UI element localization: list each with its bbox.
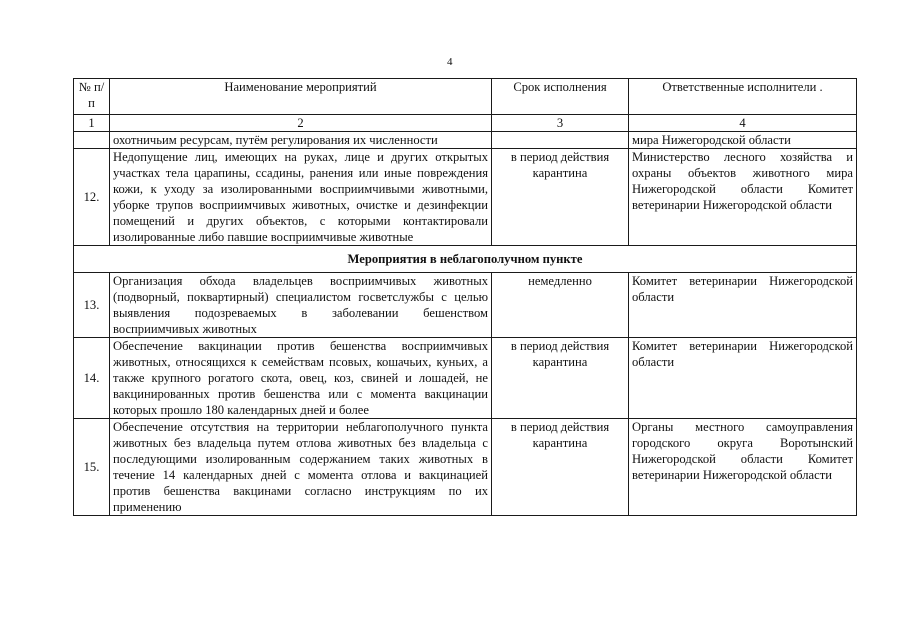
row-responsible: Комитет ветеринарии Нижегородской области	[629, 273, 857, 338]
row-number: 14.	[74, 338, 110, 419]
row-activity: Обеспечение вакцинации против бешенства восприимчивых животных, относящихся к семействам псовых, кошачьих, куньих, а также крупного рогатого скота, овец, коз, свиней и лошадей, не вакцинированных против бешенства или с момента вакцинации которых прошло 180 календарных дней и более	[110, 338, 492, 419]
row-number: 13.	[74, 273, 110, 338]
table-header-row	[74, 79, 857, 115]
header-number: № п/п	[74, 79, 110, 115]
column-number: 4	[629, 115, 857, 132]
section-title: Мероприятия в неблагополучном пункте	[74, 246, 857, 273]
column-number: 1	[74, 115, 110, 132]
table-row	[74, 273, 857, 338]
header-responsible: Ответственные исполнители .	[629, 79, 857, 115]
column-numbers-row	[74, 115, 857, 132]
row-responsible: Комитет ветеринарии Нижегородской области	[629, 338, 857, 419]
column-number: 3	[492, 115, 629, 132]
measures-table	[73, 78, 857, 516]
row-responsible: мира Нижегородской области	[629, 132, 857, 149]
header-activity: Наименование мероприятий	[110, 79, 492, 115]
row-responsible: Министерство лесного хозяйства и охраны объектов животного мира Нижегородской области Комитет ветеринарии Нижегородской области	[629, 149, 857, 246]
row-number	[74, 132, 110, 149]
column-number: 2	[110, 115, 492, 132]
header-deadline: Срок исполнения	[492, 79, 629, 115]
row-deadline: немедленно	[492, 273, 629, 338]
table-row	[74, 132, 857, 149]
row-number: 15.	[74, 419, 110, 516]
row-activity: Организация обхода владельцев восприимчивых животных (подворный, поквартирный) специалистом госветслужбы с целью выявления подозреваемых в заболевании бешенством восприимчивых животных	[110, 273, 492, 338]
row-deadline	[492, 132, 629, 149]
row-activity: охотничьим ресурсам, путём регулирования их численности	[110, 132, 492, 149]
row-deadline: в период действия карантина	[492, 149, 629, 246]
row-deadline: в период действия карантина	[492, 338, 629, 419]
row-activity: Обеспечение отсутствия на территории неблагополучного пункта животных без владельца путем отлова животных без владельца с последующими изолированным содержанием таких животных в течение 14 календарных дней с момента отлова и вакцинацией против бешенства вакцинами согласно инструкциям по их применению	[110, 419, 492, 516]
row-activity: Недопущение лиц, имеющих на руках, лице и других открытых участках тела царапины, ссадины, ранения или иные повреждения кожи, к уходу за изолированными восприимчивыми животными, уборке трупов восприимчивых животных, очистке и дезинфекции помещений и других объектов, с которыми контактировали изолированные либо павшие восприимчивые животные	[110, 149, 492, 246]
table-row	[74, 149, 857, 246]
page-number: 4	[447, 56, 453, 68]
row-responsible: Органы местного самоуправления городского округа Воротынский Нижегородской области Комитет ветеринарии Нижегородской области	[629, 419, 857, 516]
row-number: 12.	[74, 149, 110, 246]
section-row	[74, 246, 857, 273]
table-row	[74, 419, 857, 516]
table-row	[74, 338, 857, 419]
row-deadline: в период действия карантина	[492, 419, 629, 516]
